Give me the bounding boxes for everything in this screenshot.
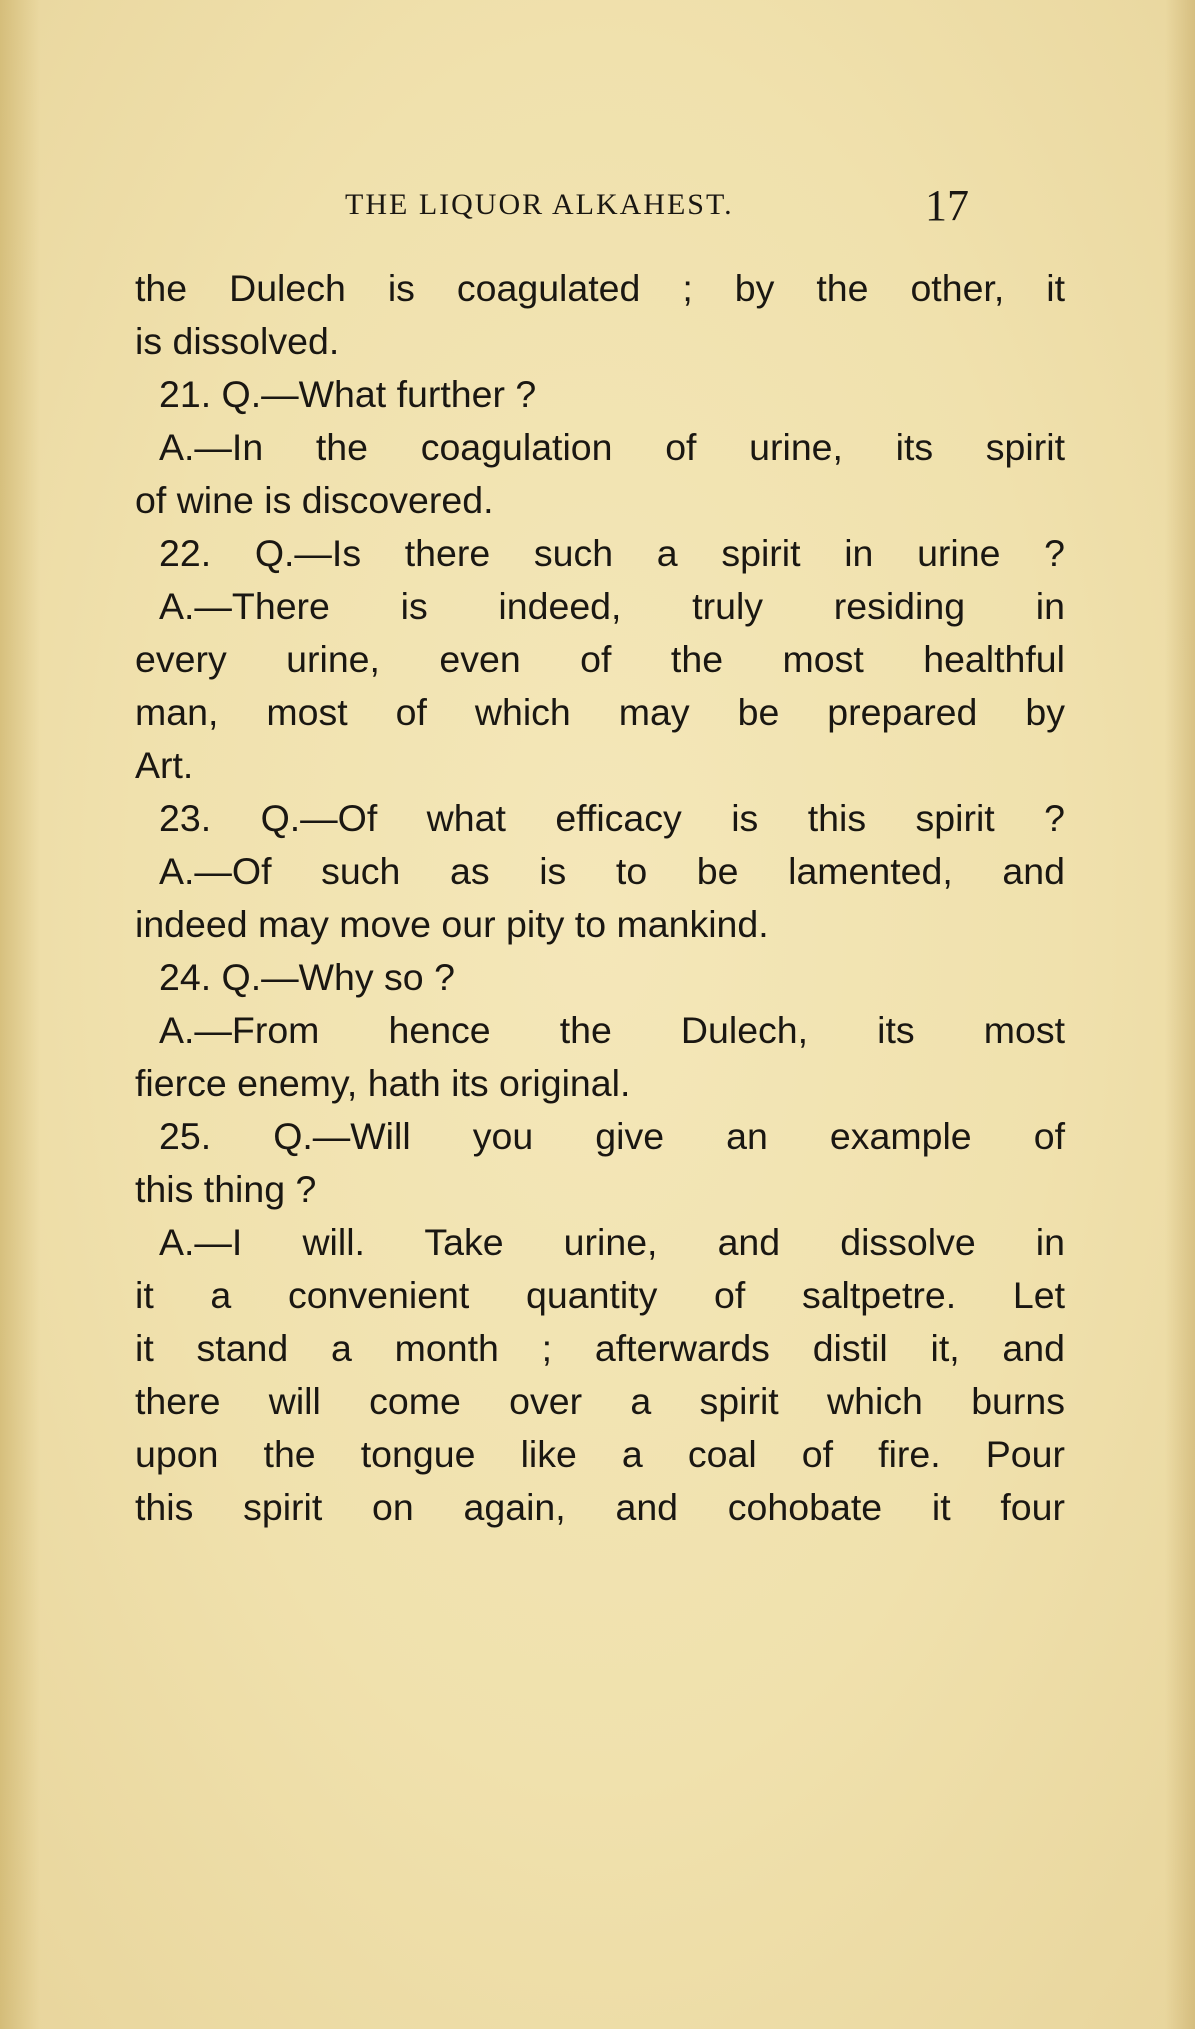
- text-line: indeed may move our pity to mankind.: [135, 903, 769, 945]
- text-line: is dissolved.: [135, 320, 340, 362]
- text-line: it stand a month ; afterwards distil it, and: [135, 1327, 1065, 1369]
- text-line: there will come over a spirit which burns: [135, 1380, 1065, 1422]
- text-line: A.—Of such as is to be lamented, and: [159, 850, 1065, 892]
- text-line: A.—I will. Take urine, and dissolve in: [159, 1221, 1065, 1263]
- text-line: upon the tongue like a coal of fire. Pour: [135, 1433, 1065, 1475]
- text-line: this thing ?: [135, 1168, 317, 1210]
- text-line: the Dulech is coagulated ; by the other, it: [135, 267, 1065, 309]
- page-edge-shadow-right: [1165, 0, 1195, 2029]
- text-line: man, most of which may be prepared by: [135, 691, 1065, 733]
- text-line: Art.: [135, 744, 194, 786]
- page-header: [135, 180, 1065, 240]
- text-line: A.—From hence the Dulech, its most: [159, 1009, 1065, 1051]
- page-edge-shadow-left: [0, 0, 40, 2029]
- text-line: 25. Q.—Will you give an example of: [159, 1115, 1065, 1157]
- text-line: 22. Q.—Is there such a spirit in urine ?: [159, 532, 1065, 574]
- text-line: this spirit on again, and cohobate it four: [135, 1486, 1065, 1528]
- text-line: every urine, even of the most healthful: [135, 638, 1065, 680]
- text-line: A.—In the coagulation of urine, its spirit: [159, 426, 1065, 468]
- text-line: fierce enemy, hath its original.: [135, 1062, 631, 1104]
- text-line: it a convenient quantity of saltpetre. Let: [135, 1274, 1065, 1316]
- body-text: [135, 262, 1065, 1534]
- text-line: 24. Q.—Why so ?: [159, 956, 455, 998]
- page-number: 17: [925, 181, 969, 230]
- text-line: A.—There is indeed, truly residing in: [159, 585, 1065, 627]
- text-line: of wine is discovered.: [135, 479, 494, 521]
- running-title: THE LIQUOR ALKAHEST.: [345, 188, 734, 221]
- text-line: 23. Q.—Of what efficacy is this spirit ?: [159, 797, 1065, 839]
- text-line: 21. Q.—What further ?: [159, 373, 537, 415]
